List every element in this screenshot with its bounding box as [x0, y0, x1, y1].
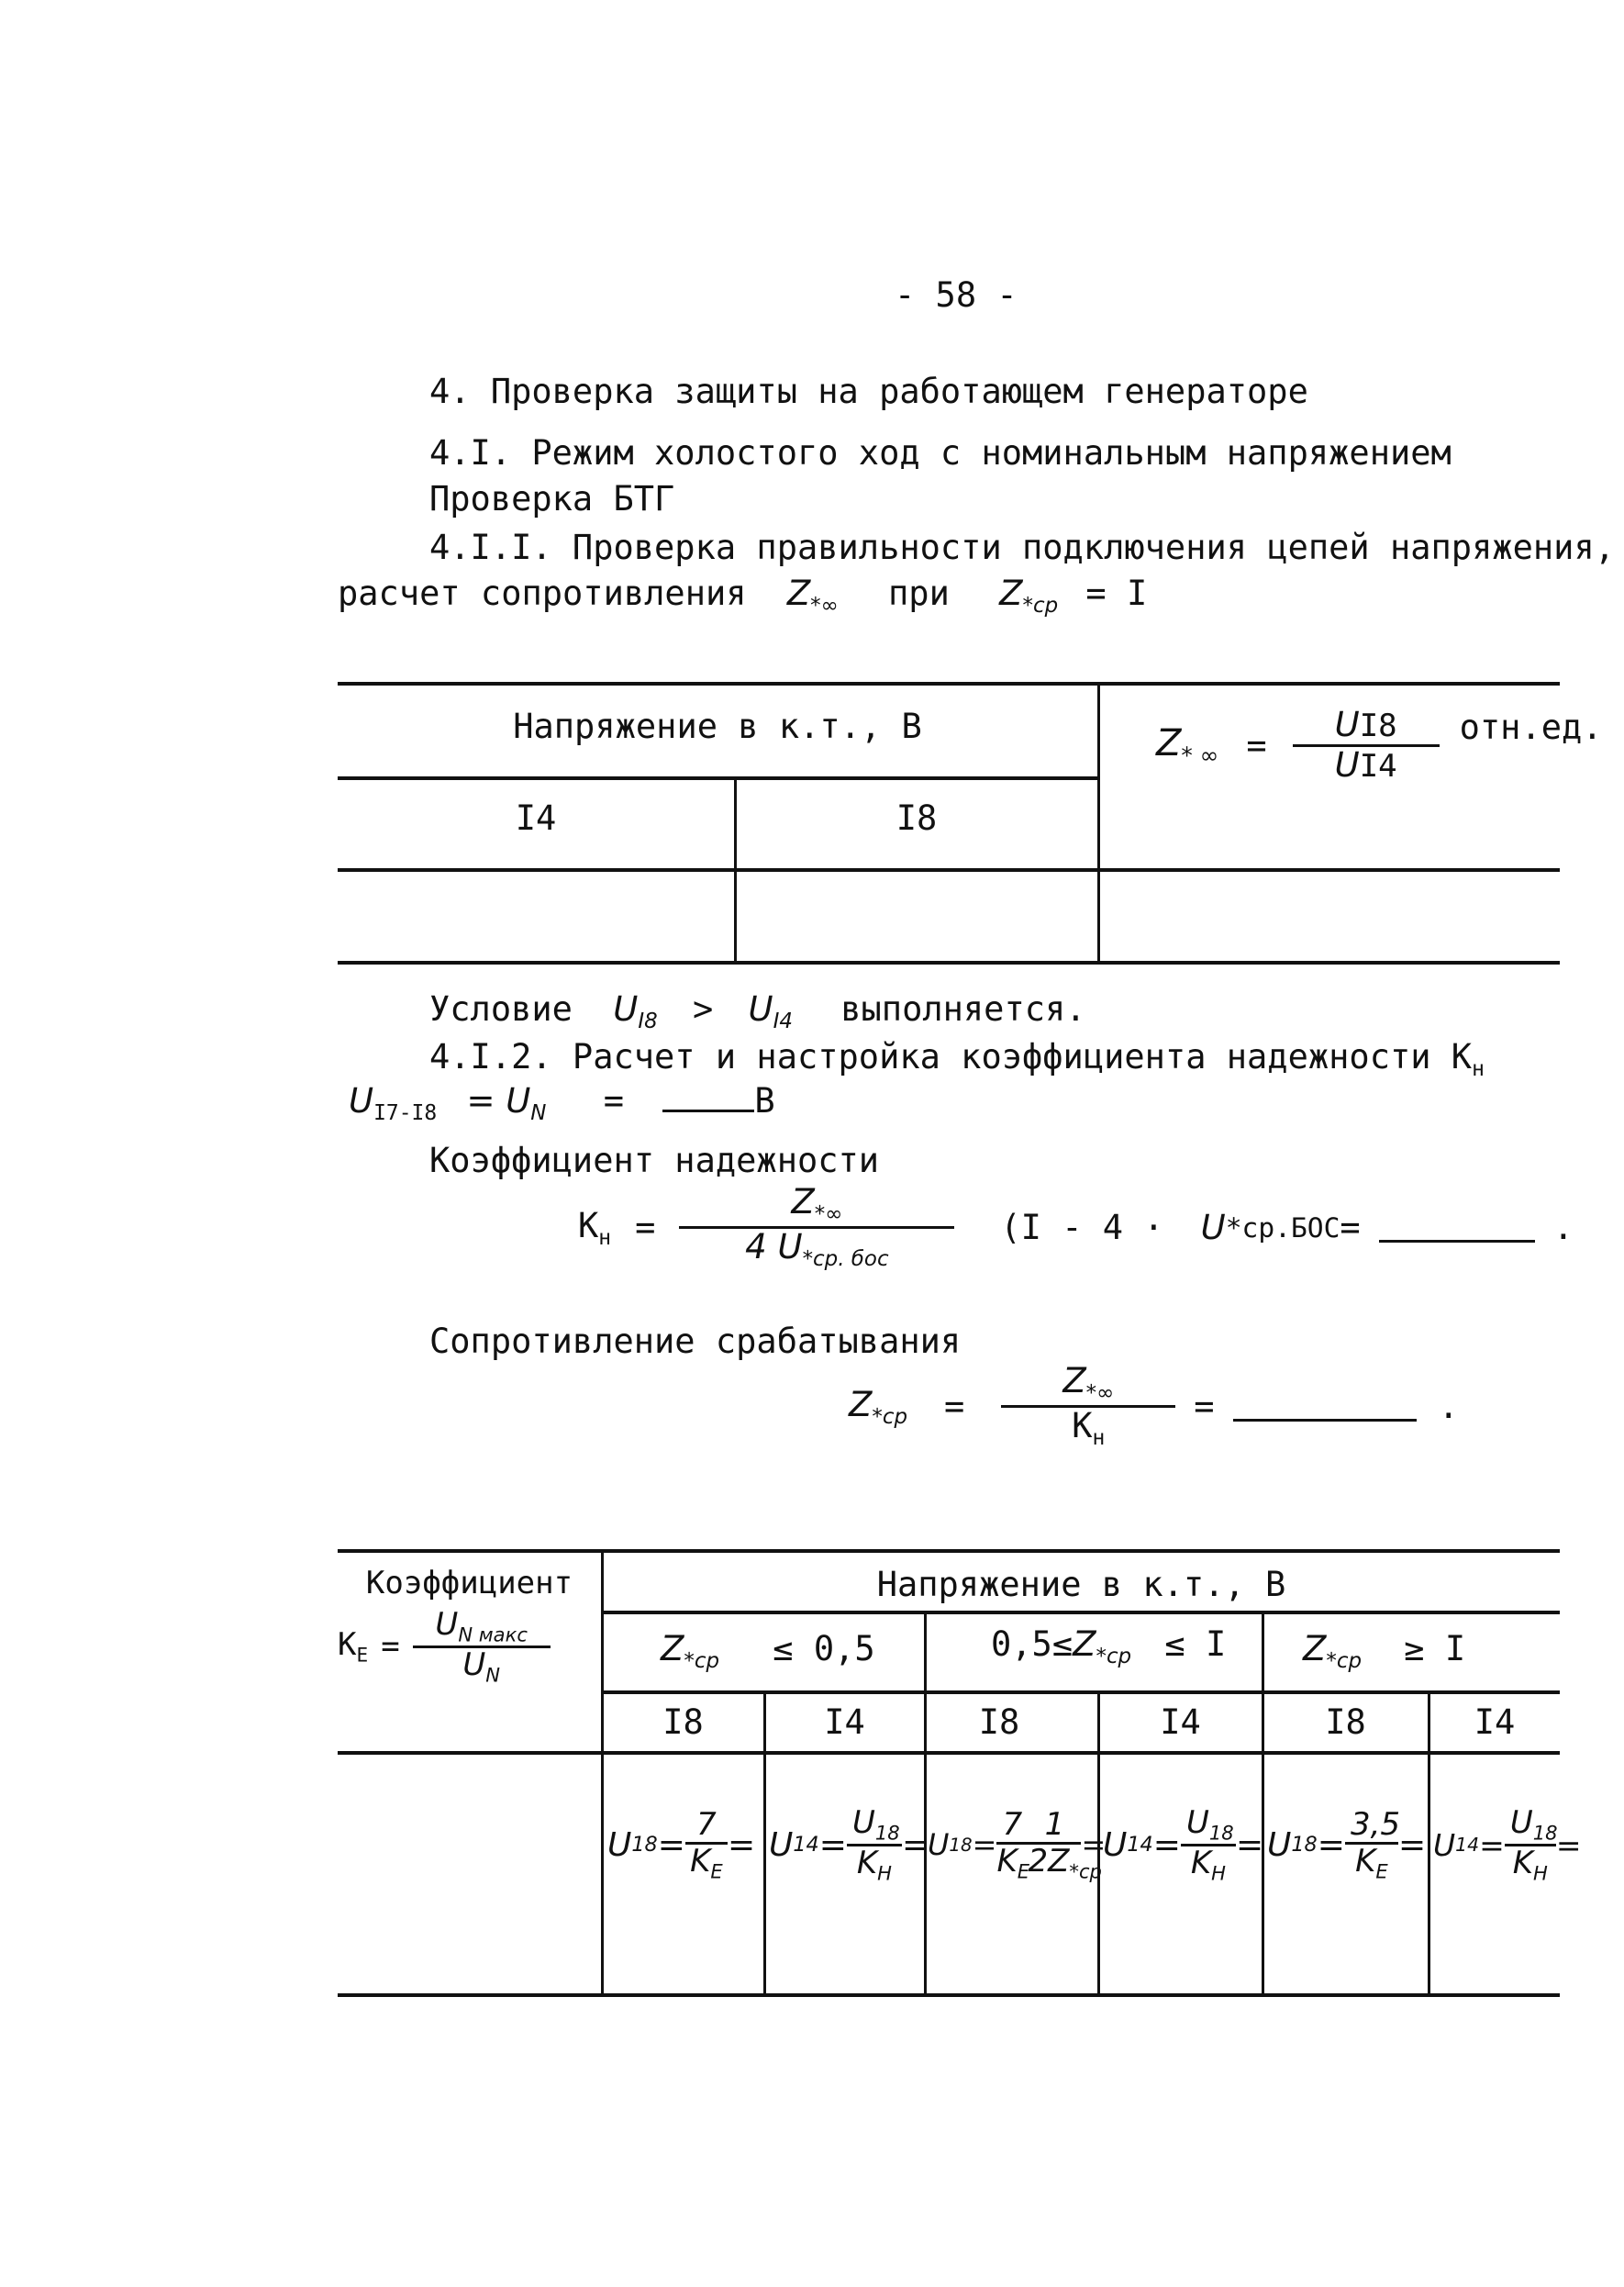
coef-title: Коэффициент надежности: [429, 1141, 880, 1180]
resist-title: Сопротивление срабатывания: [429, 1322, 962, 1361]
zcp-symbol: $Z_{*ср}$: [849, 1384, 907, 1429]
table2-col-3: I8: [978, 1702, 1020, 1742]
table2-formula-2: U 14 = $\frac{U_{18}}{K_H}$ =: [769, 1803, 930, 1884]
kn-symbol: $К_н$: [578, 1205, 612, 1250]
page-number: - 58 -: [895, 275, 1018, 315]
table1-value-14[interactable]: [341, 874, 732, 958]
table2-formula-6: U 14 = $\frac{U_{18}}{K_H}$ =: [1433, 1803, 1582, 1884]
when-text: при: [888, 574, 950, 613]
subsection-4-1-1-line1: 4.I.I. Проверка правильности подключения цепей напряжения,: [429, 528, 1616, 567]
resist-formula: $Z_{*ср}$ = $\frac{Z_{*\infty}}{К_н}$ = .: [849, 1361, 1459, 1451]
table1-header-voltage: Напряжение в к.т., В: [513, 707, 922, 746]
condition-line: Условие $U_{I8} > U_{I4}$ выполняется.: [429, 989, 1086, 1034]
section-heading: 4. Проверка защиты на работающем генераторе: [429, 372, 1308, 411]
table1-eq: =: [1246, 725, 1267, 765]
table2-coef-value-cell[interactable]: [341, 1757, 598, 1990]
table1-value-18[interactable]: [740, 874, 1096, 958]
subsection-4-1-2-line1: 4.I.2. Расчет и настройка коэффициента надежности $К_н$: [429, 1037, 1485, 1082]
table2-range3: $Z_{*ср} \ge I$: [1303, 1629, 1466, 1674]
table2-formula-4: U 14 = $\frac{U_{18}}{K_H}$ =: [1103, 1803, 1264, 1884]
table2-formula-5: U 18 = $\frac{3,5}{K_E}$ =: [1267, 1805, 1427, 1883]
table2-col-4: I4: [1160, 1702, 1201, 1742]
table1-units: отн.ед.: [1459, 707, 1603, 747]
table2-formula-1: U 18 = $\frac{7}{K_E}$ =: [607, 1805, 756, 1883]
table2-range1: $Z_{*ср} \le 0,5$: [661, 1629, 875, 1674]
resist-fraction: $\frac{Z_{*\infty}}{К_н}$: [1001, 1363, 1175, 1450]
table2-range2: $0,5\le Z_{*ср} \le I$: [991, 1624, 1227, 1669]
table1-fraction: $\frac{UI8}{UI4}$: [1293, 707, 1440, 784]
table2-col-2: I4: [824, 1702, 865, 1742]
u17-18-blank[interactable]: [662, 1082, 754, 1112]
table1-col-14: I4: [515, 798, 557, 838]
subsection-4-1-line1: 4.I. Режим холостого ход с номинальным напряжением: [429, 433, 1452, 473]
kn-formula: $К_н$ = $\frac{Z_{*\infty}}{4 U_{*ср. бос}}$ (I - 4 · U *ср.БОС = .: [578, 1182, 1574, 1272]
table2-col-5: I8: [1325, 1702, 1366, 1742]
calc-text: расчет сопротивления: [338, 574, 747, 613]
kn-blank[interactable]: [1379, 1212, 1535, 1243]
kn-fraction: $\frac{Z_{*\infty}}{4 U_{*ср. бос}}$: [679, 1184, 954, 1271]
resist-blank[interactable]: [1233, 1391, 1417, 1422]
table1-value-z[interactable]: [1103, 874, 1558, 958]
subsection-4-1-line2: Проверка БТГ: [429, 479, 675, 519]
u17-18-line: $U_{I7-I8} = U_N = В$: [349, 1081, 775, 1126]
table2-header-voltage: Напряжение в к.т., В: [876, 1565, 1286, 1604]
table1-z-formula: [1156, 707, 1603, 784]
equals-one: = I: [1085, 574, 1148, 613]
table2-col-6: I4: [1474, 1702, 1516, 1742]
table2-ke-formula: $К_Е$ = $\frac{U_{N макс}}{U_N}$: [338, 1608, 551, 1685]
table2-coef-label: Коэффициент: [365, 1565, 573, 1601]
table2-formula-3: U 18 = $\frac{7}{K_E}$ $\frac{1}{2Z_{*cp}}$ =: [928, 1805, 1107, 1883]
z-inf-symbol: $Z_{*\infty}$: [786, 574, 839, 619]
table1-col-18: I8: [895, 798, 938, 838]
table2-col-1: I8: [662, 1702, 704, 1742]
z-cp-symbol: $Z_{*ср}$: [999, 574, 1059, 619]
table1-z-symbol: $Z_{* \infty}$: [1156, 721, 1219, 769]
subsection-4-1-1-line2: [338, 574, 1147, 618]
